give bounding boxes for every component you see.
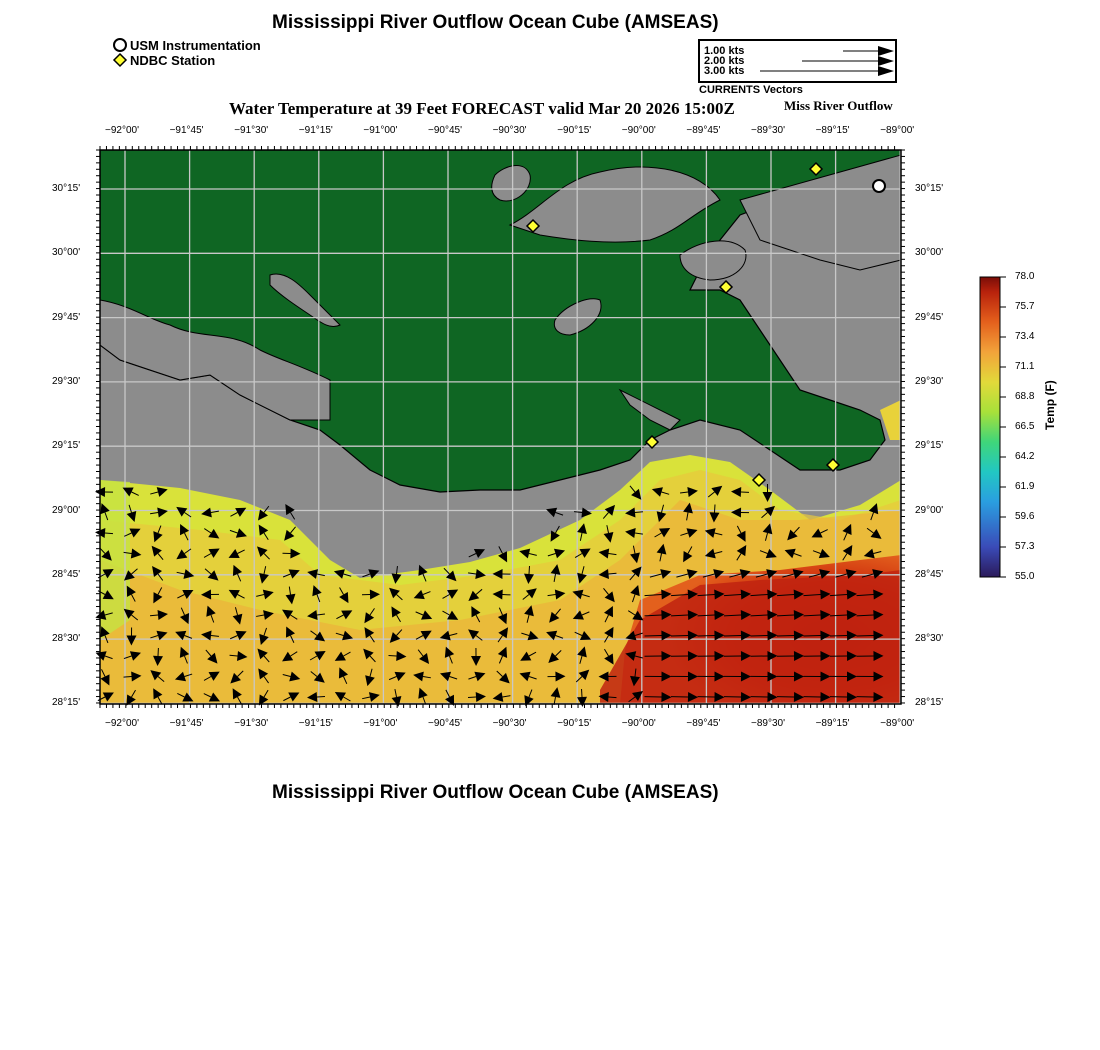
lon-tick-label: −89°00' xyxy=(880,718,915,729)
lat-tick-label: 29°30' xyxy=(915,375,944,387)
lat-tick-label: 30°00' xyxy=(915,247,944,259)
lon-tick-label: −91°30' xyxy=(234,718,269,729)
vector-key-row-2: 2.00 kts xyxy=(704,55,745,67)
lon-tick-label: −91°30' xyxy=(234,125,269,136)
lat-tick-label: 29°00' xyxy=(915,504,944,516)
vector-key-row-1: 1.00 kts xyxy=(704,45,745,57)
colorbar-tick-label: 68.8 xyxy=(1015,391,1035,402)
lat-tick-label: 30°00' xyxy=(52,247,81,259)
colorbar-tick-label: 64.2 xyxy=(1015,451,1035,462)
lon-tick-label: −89°00' xyxy=(880,125,915,136)
colorbar-tick-label: 66.5 xyxy=(1015,421,1035,432)
lon-tick-label: −89°15' xyxy=(815,125,850,136)
colorbar-tick-label: 55.0 xyxy=(1015,571,1035,582)
ndbc-legend-label: NDBC Station xyxy=(130,53,216,68)
lat-tick-label: 28°30' xyxy=(915,633,944,645)
usm-instrument-icon xyxy=(873,180,885,192)
colorbar-gradient xyxy=(980,277,1000,577)
lat-tick-label: 29°00' xyxy=(52,504,81,516)
lat-tick-label: 29°15' xyxy=(52,440,81,452)
lon-tick-label: −89°45' xyxy=(686,125,721,136)
lon-tick-label: −91°15' xyxy=(298,125,333,136)
lon-tick-label: −91°00' xyxy=(363,718,398,729)
lon-tick-label: −90°00' xyxy=(621,125,656,136)
colorbar-tick-label: 57.3 xyxy=(1015,541,1035,552)
lon-tick-label: −89°15' xyxy=(815,718,850,729)
lon-tick-label: −92°00' xyxy=(105,125,139,136)
lon-tick-label: −89°30' xyxy=(751,125,785,136)
lat-tick-label: 30°15' xyxy=(915,183,944,194)
lat-tick-label: 28°45' xyxy=(52,568,81,580)
lon-tick-label: −92°00' xyxy=(105,718,139,729)
colorbar-tick-label: 75.7 xyxy=(1015,301,1035,312)
colorbar-tick-label: 59.6 xyxy=(1015,511,1035,522)
lat-tick-label: 28°15' xyxy=(915,697,944,709)
lat-tick-label: 29°45' xyxy=(915,311,944,323)
lat-tick-label: 28°15' xyxy=(52,697,81,709)
colorbar-ticks xyxy=(1000,277,1006,577)
lon-tick-label: −91°00' xyxy=(363,125,398,136)
colorbar-title: Temp (F) xyxy=(1043,380,1057,430)
lat-tick-label: 28°30' xyxy=(52,633,81,645)
lon-tick-label: −89°45' xyxy=(686,718,721,729)
lon-tick-label: −90°45' xyxy=(428,125,462,136)
colorbar-tick-label: 78.0 xyxy=(1015,271,1035,282)
usm-legend-label: USM Instrumentation xyxy=(130,38,261,53)
lon-tick-label: −90°00' xyxy=(621,718,656,729)
lon-tick-label: −90°30' xyxy=(492,718,527,729)
colorbar-tick-label: 71.1 xyxy=(1015,361,1035,372)
lon-tick-label: −91°45' xyxy=(169,125,204,136)
lat-tick-label: 30°15' xyxy=(52,183,81,194)
colorbar-tick-label: 73.4 xyxy=(1015,331,1035,342)
second-panel-title: Mississippi River Outflow Ocean Cube (AMSEAS) xyxy=(272,782,719,803)
lon-tick-label: −90°15' xyxy=(557,718,592,729)
vector-key-caption: CURRENTS Vectors xyxy=(699,84,803,96)
lat-tick-label: 29°30' xyxy=(52,375,81,387)
region-label: Miss River Outflow xyxy=(784,98,893,113)
lat-tick-label: 28°45' xyxy=(915,568,944,580)
lat-tick-label: 29°45' xyxy=(52,311,81,323)
lon-tick-label: −90°15' xyxy=(557,125,592,136)
lon-tick-label: −89°30' xyxy=(751,718,785,729)
colorbar-tick-label: 61.9 xyxy=(1015,481,1035,492)
lon-tick-label: −90°45' xyxy=(428,718,462,729)
vector-key-row-3: 3.00 kts xyxy=(704,65,745,77)
map-layers xyxy=(100,150,901,704)
page-title: Mississippi River Outflow Ocean Cube (AMSEAS) xyxy=(272,12,719,33)
lon-tick-label: −91°45' xyxy=(169,718,204,729)
lon-tick-label: −90°30' xyxy=(492,125,527,136)
lat-tick-label: 29°15' xyxy=(915,440,944,452)
lon-tick-label: −91°15' xyxy=(298,718,333,729)
map-subtitle: Water Temperature at 39 Feet FORECAST valid Mar 20 2026 15:00Z xyxy=(229,99,735,118)
